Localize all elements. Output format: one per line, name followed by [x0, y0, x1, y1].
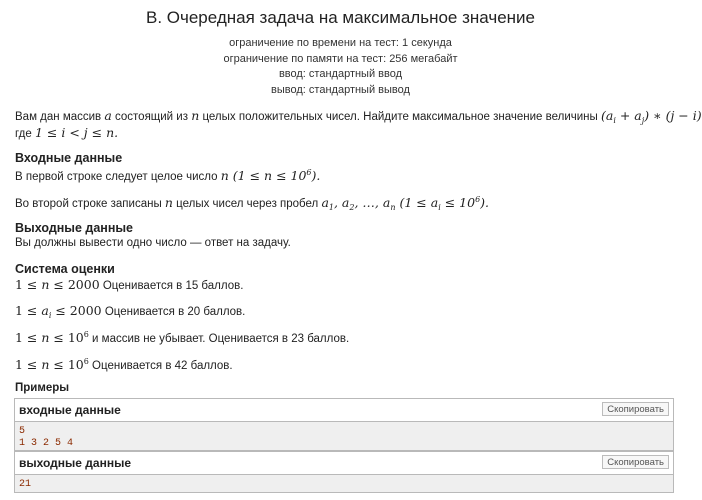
statement-text: где	[15, 128, 35, 140]
scoring-rule-2	[15, 303, 245, 320]
scoring-rule-4	[15, 357, 233, 372]
scoring-text: Оценивается в 15 баллов.	[99, 280, 244, 292]
statement-condition: 1 ≤ i < j ≤ n.	[34, 125, 119, 140]
copy-input-button[interactable]: Скопировать	[602, 402, 669, 416]
statement-text: состоящий из	[111, 111, 192, 123]
example-output-header	[15, 452, 673, 475]
page-title: B. Очередная задача на максимальное значение	[145, 8, 536, 27]
example-input-line: 5	[19, 426, 26, 437]
input-text: целых чисел через пробел	[172, 198, 322, 210]
example-output-content	[15, 475, 673, 495]
example-input-title: входные данные	[19, 403, 121, 417]
example-input-box	[14, 398, 674, 451]
example-output-box	[14, 451, 674, 493]
scoring-text: Оценивается в 20 баллов.	[101, 306, 246, 318]
scoring-math: $1 \le n \le 10^6$	[15, 330, 89, 345]
statement-line-1	[15, 108, 702, 125]
input-text: Во второй строке записаны	[15, 198, 165, 210]
statement-text: целых положительных чисел. Найдите максимальное значение величины	[199, 111, 601, 123]
example-input-line: 1 3 2 5 4	[19, 438, 74, 449]
time-limit: ограничение по времени на тест: 1 секунда	[229, 37, 452, 49]
scoring-rule-3	[15, 330, 349, 345]
scoring-text: и массив не убывает. Оценивается в 23 баллов.	[88, 333, 350, 345]
output-heading: Выходные данные	[15, 221, 134, 235]
scoring-math: $1 \le n \le 10^6$	[15, 357, 89, 372]
statement-line-2	[15, 125, 118, 140]
statement-var-a: a	[104, 108, 112, 123]
statement-text: Вам дан массив	[15, 111, 105, 123]
examples-heading: Примеры	[15, 382, 70, 394]
input-source: ввод: стандартный ввод	[278, 68, 403, 80]
output-target: вывод: стандартный вывод	[271, 83, 410, 96]
scoring-text: Оценивается в 42 баллов.	[88, 360, 233, 372]
copy-output-button[interactable]: Скопировать	[602, 455, 669, 469]
memory-limit: ограничение по памяти на тест: 256 мегабайт	[223, 52, 458, 65]
scoring-math: 1 ≤ n ≤ 2000	[15, 277, 100, 292]
statement-expression: $(a_i + a_j)$ ∗ (j − i)	[600, 108, 702, 125]
statement-var-n: n	[191, 108, 200, 123]
input-line-2	[15, 195, 489, 212]
input-text: В первой строке следует целое число	[15, 171, 221, 183]
example-input-header	[15, 399, 673, 422]
example-output-title: выходные данные	[19, 456, 132, 470]
limits-block	[0, 36, 681, 98]
input-constraint-a: $a_1$, $a_2$, …, $a_n$ $(1 \le a_i \le 10^6)$.	[321, 195, 490, 212]
scoring-math: $1 \le a_i \le 2000$	[15, 303, 102, 320]
input-heading: Входные данные	[15, 151, 123, 165]
input-constraint-n: n $(1 \le n \le 10^6)$.	[220, 168, 321, 183]
example-output-line: 21	[19, 479, 32, 490]
scoring-rule-1	[15, 277, 243, 292]
scoring-heading: Система оценки	[15, 262, 115, 276]
input-line-1	[15, 168, 320, 183]
output-text: Вы должны вывести одно число — ответ на задачу.	[15, 237, 291, 249]
example-input-content	[15, 422, 673, 454]
input-var-n: n	[164, 195, 173, 210]
